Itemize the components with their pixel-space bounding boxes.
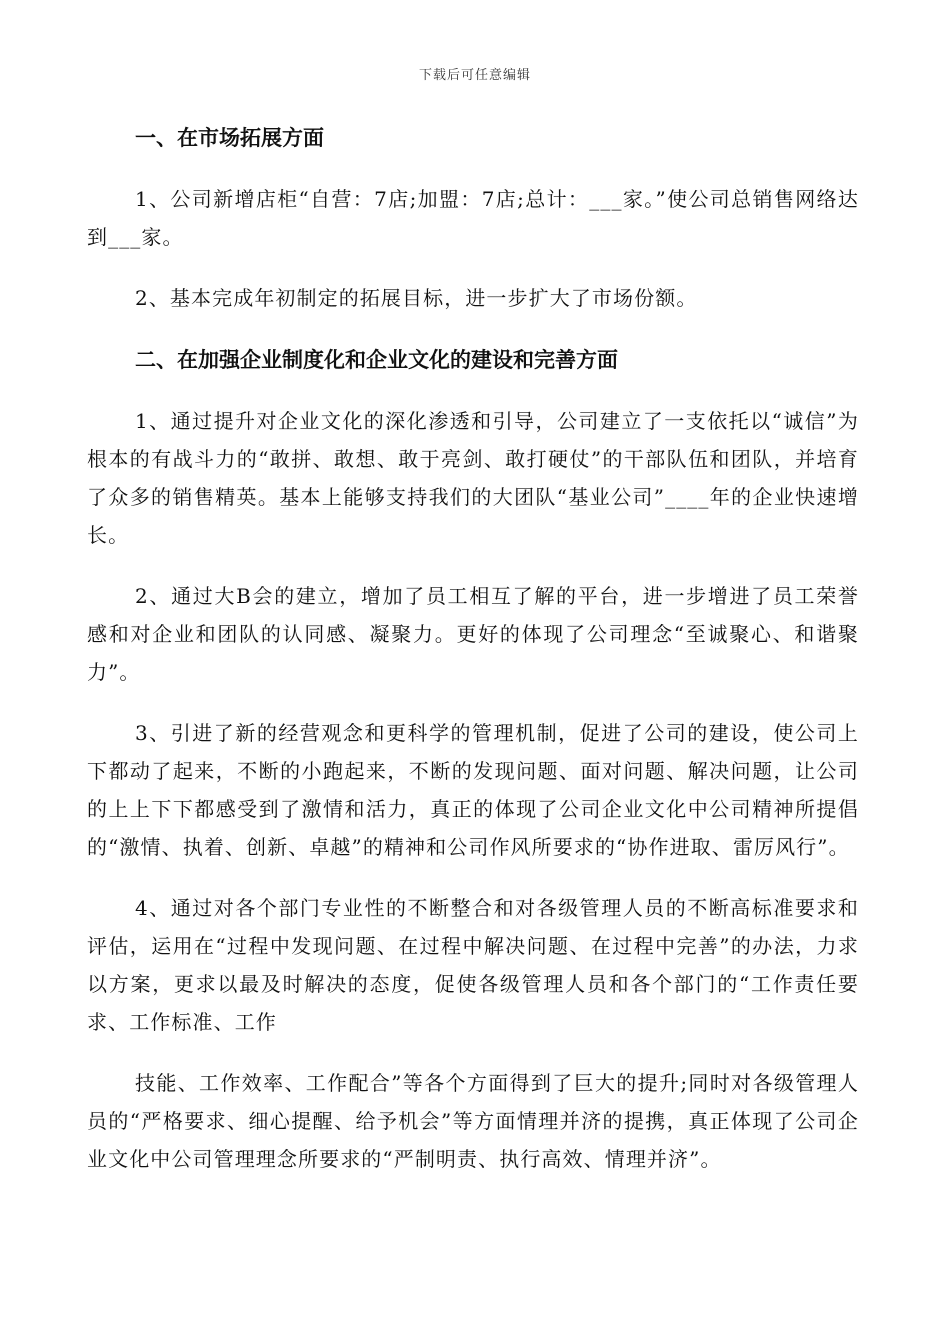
paragraph-culture-2: 2、通过大B会的建立，增加了员工相互了解的平台，进一步增进了员工荣誉感和对企业和团队的认同感、凝聚力。更好的体现了公司理念“至诚聚心、和谐聚力”。 [87,584,859,684]
paragraph-culture-5: 技能、工作效率、工作配合”等各个方面得到了巨大的提升;同时对各级管理人员的“严格要求、细心提醒、给予机会”等方面情理并济的提携，真正体现了公司企业文化中公司管理理念所要求的“严制明责、执行高效、情理并济”。 [87,1071,859,1171]
paragraph-culture-4: 4、通过对各个部门专业性的不断整合和对各级管理人员的不断高标准要求和评估，运用在“过程中发现问题、在过程中解决问题、在过程中完善”的办法，力求以方案，更求以最及时解决的态度，促使各级管理人员和各个部门的“工作责任要求、工作标准、工作 [87,896,859,1034]
page-header: 下载后可任意编辑 [418,68,531,83]
paragraph-culture-1: 1、通过提升对企业文化的深化渗透和引导，公司建立了一支依托以“诚信”为根本的有战斗力的“敢拼、敢想、敢于亮剑、敢打硬仗”的干部队伍和团队，并培育了众多的销售精英。基本上能够支持我们的大团队“基业公司”____年的企业快速增长。 [87,409,859,547]
document-body [87,118,859,1201]
paragraph-market-1: 1、公司新增店柜“自营：7店;加盟：7店;总计：___家。”使公司总销售网络达到___家。 [87,187,859,249]
paragraph-culture-3: 3、引进了新的经营观念和更科学的管理机制，促进了公司的建设，使公司上下都动了起来，不断的小跑起来，不断的发现问题、面对问题、解决问题，让公司的上上下下都感受到了激情和活力，真正的体现了公司企业文化中公司精神所提倡的“激情、执着、创新、卓越”的精神和公司作风所要求的“协作进取、雷厉风行”。 [87,721,859,859]
section-heading-market: 一、在市场拓展方面 [135,125,324,150]
section-heading-culture: 二、在加强企业制度化和企业文化的建设和完善方面 [135,347,618,372]
paragraph-market-2: 2、基本完成年初制定的拓展目标，进一步扩大了市场份额。 [135,286,698,310]
